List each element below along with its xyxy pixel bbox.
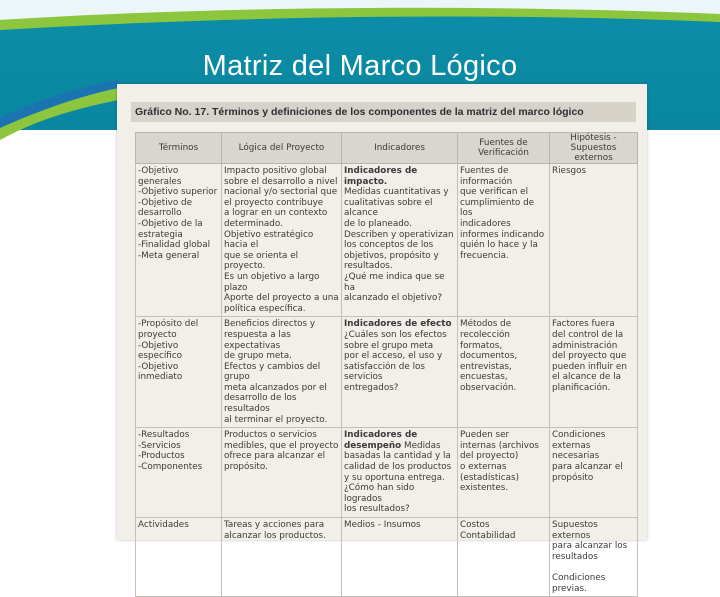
indicator-description: Medidas basadas la cantidad y la calidad de los productos y su oportuna entrega. ¿Cómo han sido logrados los resultados? <box>344 440 452 515</box>
cell-logic: Impacto positivo global sobre el desarrollo a nivel nacional y/o sectorial que el proyecto contribuye a lograr en un contexto determinado. Objetivo estratégico hacia el que se orienta el proyecto. Es un objetivo a largo plazo Aporte del proyecto a una política específica. <box>222 164 342 317</box>
cell-sources: Fuentes de información que verifican el cumplimiento de los indicadores informes indicando quién lo hace y la frecuencia. <box>458 164 550 317</box>
cell-terms: -Propósito del proyecto -Objetivo específico -Objetivo inmediato <box>136 317 222 428</box>
table-header-row <box>136 133 638 164</box>
cell-logic: Beneficios directos y respuesta a las expectativas de grupo meta. Efectos y cambios del grupo meta alcanzados por el desarrollo de los resultados al terminar el proyecto. <box>222 317 342 428</box>
indicator-type-label: Indicadores de desempeño <box>344 430 418 451</box>
indicator-type-label: Indicadores de impacto. <box>344 166 418 187</box>
document-title: Gráfico No. 17. Términos y definiciones de los componentes de la matriz del marco lógico <box>131 102 636 122</box>
cell-terms: Actividades <box>136 518 222 597</box>
logframe-matrix-table <box>135 132 638 597</box>
cell-assumptions: Condiciones externas necesarias para alcanzar el propósito <box>550 428 638 518</box>
table-row <box>136 164 638 317</box>
scanned-document <box>117 84 647 594</box>
cell-logic: Productos o servicios medibles, que el proyecto ofrece para alcanzar el propósito. <box>222 428 342 518</box>
cell-sources: Métodos de recolección formatos, documentos, entrevistas, encuestas, observación. <box>458 317 550 428</box>
indicator-description: ¿Cuáles son los efectos sobre el grupo meta por el acceso, el uso y satisfacción de los servicios entregados? <box>344 329 447 393</box>
indicator-type-label: Indicadores de efecto <box>344 319 452 330</box>
indicator-description: Medidas cuantitativas y cualitativas sobre el alcance de lo planeado. Describen y operativizan los conceptos de los objetivos, propósito y resultados. ¿Qué me indica que se ha alcanzado el objetivo? <box>344 187 454 304</box>
cell-terms: -Objetivo generales -Objetivo superior -Objetivo de desarrollo -Objetivo de la estrategia -Finalidad global -Meta general <box>136 164 222 317</box>
table-row <box>136 518 638 597</box>
cell-assumptions: Supuestos externos para alcanzar los resultados Condiciones previas. <box>550 518 638 597</box>
cell-assumptions: Factores fuera del control de la administración del proyecto que pueden influir en el alcance de la planificación. <box>550 317 638 428</box>
indicator-description: Medios - Insumos <box>344 520 421 530</box>
cell-indicators <box>342 518 458 597</box>
cell-assumptions: Riesgos <box>550 164 638 317</box>
table-row <box>136 428 638 518</box>
cell-sources: Costos Contabilidad <box>458 518 550 597</box>
column-header-terms: Términos <box>136 133 222 164</box>
column-header-indicators: Indicadores <box>342 133 458 164</box>
column-header-sources: Fuentes de Verificación <box>458 133 550 164</box>
cell-logic: Tareas y acciones para alcanzar los productos. <box>222 518 342 597</box>
cell-terms: -Resultados -Servicios -Productos -Componentes <box>136 428 222 518</box>
table-row <box>136 317 638 428</box>
cell-indicators <box>342 428 458 518</box>
cell-indicators <box>342 164 458 317</box>
column-header-assumptions: Hipótesis - Supuestos externos <box>550 133 638 164</box>
slide-title: Matriz del Marco Lógico <box>202 50 518 82</box>
cell-sources: Pueden ser internas (archivos del proyecto) o externas (estadísticas) existentes. <box>458 428 550 518</box>
cell-indicators <box>342 317 458 428</box>
column-header-logic: Lógica del Proyecto <box>222 133 342 164</box>
